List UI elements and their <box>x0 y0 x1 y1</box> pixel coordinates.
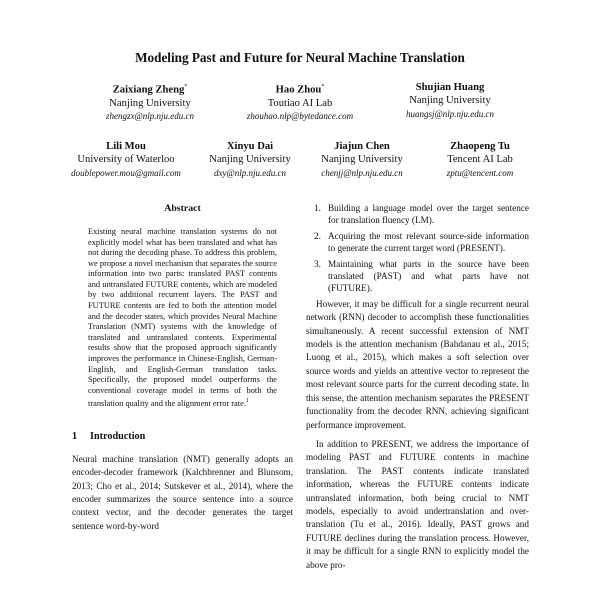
author-name: Lili Mou <box>106 141 146 152</box>
list-text: Building a language model over the target sentence for translation fluency (LM). <box>328 203 529 226</box>
author-name: Hao Zhou <box>275 84 322 96</box>
author-name: Zhaopeng Tu <box>450 141 510 152</box>
author-block <box>225 81 375 124</box>
list-number: 1. <box>314 203 321 213</box>
author-block <box>420 140 540 180</box>
author-mark: * <box>321 84 325 90</box>
author-email: zhengzx@nlp.nju.edu.cn <box>105 111 194 122</box>
section-heading <box>72 432 293 443</box>
author-email: huangsj@nlp.nju.edu.cn <box>405 108 495 119</box>
abstract-text <box>88 227 277 410</box>
list-text: Maintaining what parts in the source have been translated (PAST) and what parts have not (FUTURE). <box>328 258 529 294</box>
functionality-list <box>306 202 529 295</box>
author-affiliation: Toutiao AI Lab <box>267 97 333 109</box>
section-title: Introduction <box>90 430 146 442</box>
author-name: Zaixiang Zheng <box>112 84 185 96</box>
abstract-body: Existing neural machine translation systems do not explicitly model what has been translated and what has not during the decoding phase. To address this problem, we propose a novel mechanism that separates the source information into two parts: translated PAST contents and untranslated FUTURE contents, which are modeled by two additional recurrent layers. The PAST and FUTURE contents are fed to both the attention model and the decoder states, which provides Neural Machine Translation (NMT) systems with the knowledge of translated and untranslated contents. Experimental results show that the proposed approach significantly improves the performance in Chinese-English, German-English, and English-German translation tasks. Specifically, the proposed model outperforms the conventional coverage model in terms of both the translation quality and the alignment error rate. <box>88 226 277 409</box>
list-number: 2. <box>314 230 321 241</box>
list-item <box>306 202 529 227</box>
author-email: zhouhao.nlp@bytedance.com <box>246 111 354 122</box>
footnote-mark: 1 <box>245 398 249 405</box>
abstract-heading: Abstract <box>164 203 201 214</box>
body-paragraph: However, it may be difficult for a single recurrent neural network (RNN) decoder to accomplish these functionalities simultaneously. A recent successful extension of NMT models is the attention mechanism (Bahdanau et al., 2015; Luong et al., 2015), which makes a soft selection over source words and yields an attentive vector to represent the most relevant source parts for the current decoding state. In this sense, the attention mechanism separates the PRESENT functionality from the decoder RNN, achieving significant performance improvement. <box>306 298 529 430</box>
author-affiliation: Nanjing University <box>409 95 491 107</box>
author-affiliation: Nanjing University <box>109 97 191 109</box>
author-name: Jiajun Chen <box>334 141 390 152</box>
author-block <box>385 81 515 121</box>
list-item <box>306 258 529 295</box>
list-number: 3. <box>314 258 321 269</box>
author-block <box>62 140 190 180</box>
author-name: Xinyu Dai <box>226 141 274 152</box>
author-affiliation: Tencent AI Lab <box>447 154 513 166</box>
author-mark: * <box>184 84 188 90</box>
list-item <box>306 230 529 255</box>
author-email: dxy@nlp.nju.edu.cn <box>213 167 286 178</box>
body-paragraph: In addition to PRESENT, we address the importance of modeling PAST and FUTURE contents in machine translation. The PAST contents indicate translated information, whereas the FUTURE contents indicate untranslated information, both being crucial to NMT models, especially to avoid undertranslation and over-translation (Tu et al., 2016). Ideally, PAST grows and FUTURE declines during the translation process. However, it may be difficult for a single RNN to explicitly model the above pro- <box>306 438 529 570</box>
list-text: Acquiring the most relevant source-side information to generate the current target word (PRESENT). <box>328 230 529 254</box>
author-block <box>302 140 422 180</box>
paper-title: Modeling Past and Future for Neural Machine Translation <box>135 50 465 65</box>
author-email: doublepower.mou@gmail.com <box>71 167 181 178</box>
left-column <box>72 200 293 533</box>
author-affiliation: Nanjing University <box>209 154 291 166</box>
author-block <box>190 140 310 180</box>
author-block <box>85 81 215 124</box>
intro-paragraph: Neural machine translation (NMT) generally adopts an encoder-decoder framework (Kalchbrenner and Blunsom, 2013; Cho et al., 2014; Sutskever et al., 2014), where the encoder summarizes the source sentence into a source context vector, and the decoder generates the target sentence word-by-word <box>72 453 293 531</box>
author-email: zptu@tencent.com <box>446 167 514 178</box>
section-number: 1 <box>72 430 78 442</box>
author-affiliation: University of Waterloo <box>77 154 175 166</box>
author-affiliation: Nanjing University <box>321 154 403 166</box>
author-name: Shujian Huang <box>415 82 485 93</box>
right-column <box>306 202 529 572</box>
author-email: chenjj@nlp.nju.edu.cn <box>321 167 403 178</box>
